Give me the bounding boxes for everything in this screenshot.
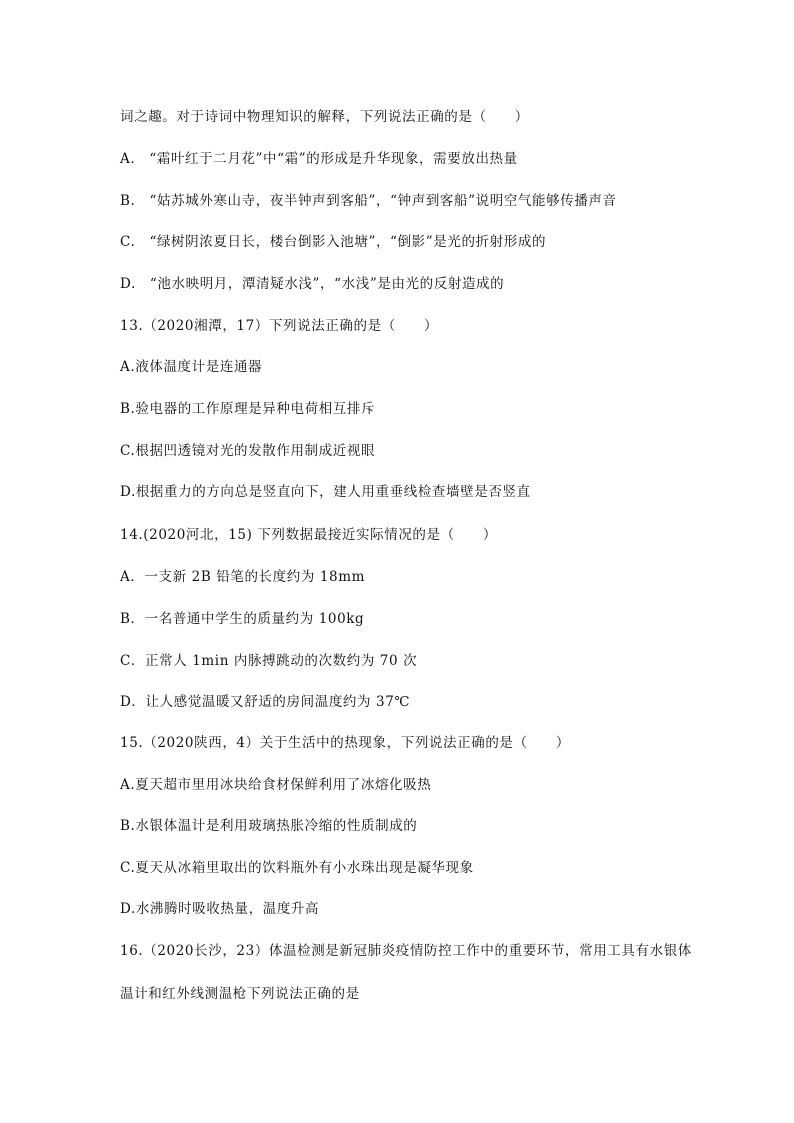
question-12-stem-continuation: 词之趣。对于诗词中物理知识的解释，下列说法正确的是（ ） bbox=[120, 109, 529, 125]
question-15-option-a: A.夏天超市里用冰块给食材保鲜利用了冰熔化吸热 bbox=[120, 777, 432, 793]
question-13-option-b: B.验电器的工作原理是异种电荷相互排斥 bbox=[120, 401, 376, 417]
question-14-option-c: C．正常人 1min 内脉搏跳动的次数约为 70 次 bbox=[120, 653, 418, 669]
question-13-option-c: C.根据凹透镜对光的发散作用制成近视眼 bbox=[120, 443, 376, 459]
question-15-option-d: D.水沸腾时吸收热量，温度升高 bbox=[120, 901, 320, 917]
question-15-option-c: C.夏天从冰箱里取出的饮料瓶外有小水珠出现是凝华现象 bbox=[120, 860, 474, 876]
question-12-option-c: C. “绿树阴浓夏日长，楼台倒影入池塘”，“倒影”是光的折射形成的 bbox=[120, 234, 547, 250]
question-13-stem: 13.（2020湘潭，17）下列说法正确的是（ ） bbox=[120, 318, 439, 334]
question-16-stem: 16.（2020长沙，23）体温检测是新冠肺炎疫情防控工作中的重要环节，常用工具有水银体 bbox=[120, 943, 692, 959]
question-14-option-a: A．一支新 2B 铅笔的长度约为 18mm bbox=[120, 569, 366, 585]
question-14-option-b: B．一名普通中学生的质量约为 100kg bbox=[120, 611, 365, 627]
question-14-stem: 14.(2020河北，15) 下列数据最接近实际情况的是（ ） bbox=[120, 527, 498, 543]
question-15-option-b: B.水银体温计是利用玻璃热胀冷缩的性质制成的 bbox=[120, 818, 418, 834]
question-16-stem-continuation: 温计和红外线测温枪下列说法正确的是 bbox=[120, 986, 360, 1002]
question-14-option-d: D．让人感觉温暖又舒适的房间温度约为 37℃ bbox=[120, 694, 411, 710]
question-15-stem: 15.（2020陕西，4）关于生活中的热现象，下列说法正确的是（ ） bbox=[120, 735, 570, 751]
question-12-option-a: A. “霜叶红于二月花”中“霜”的形成是升华现象，需要放出热量 bbox=[120, 151, 518, 167]
question-13-option-a: A.液体温度计是连通器 bbox=[120, 359, 263, 375]
question-13-option-d: D.根据重力的方向总是竖直向下，建人用重垂线检查墙壁是否竖直 bbox=[120, 484, 531, 500]
question-12-option-b: B. “姑苏城外寒山寺，夜半钟声到客船”，“钟声到客船”说明空气能够传播声音 bbox=[120, 193, 617, 209]
question-12-option-d: D. “池水映明月，潭清疑水浅”，“水浅”是由光的反射造成的 bbox=[120, 276, 505, 292]
